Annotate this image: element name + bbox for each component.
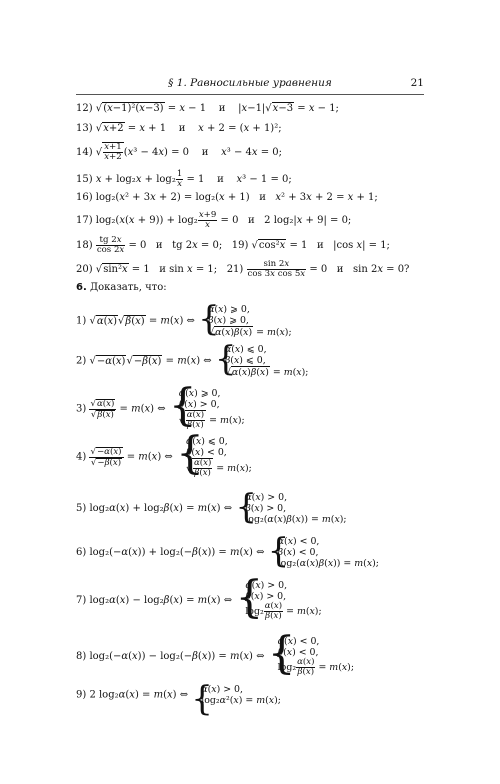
equation-16: 16) log₂(x² + 3x + 2) = log₂(x + 1) и x² + 3x + 2 = x + 1; — [76, 192, 378, 203]
system-6-6: { α(x) < 0, β(x) < 0, log₂(α(x)β(x)) = m(x); — [268, 536, 379, 569]
system-6-4: { α(x) ⩽ 0, β(x) < 0, √ $\frac{\alpha(x)}{\beta(x)}$ = m(x); — [176, 436, 252, 478]
item-6-3: 3) $\frac{√\alpha(x)}{√\beta(x)}$ = m(x) ⇔ { α(x) ⩾ 0, β(x) > 0, √ $\frac{\alpha(x)}{\beta(x)}$ = m(x); — [76, 388, 436, 430]
equation-20-21: 20) √sin²x = 1 и sin x = 1; 21) $\frac{\sin 2x}{\text{cos 3x cos 5x}}$ = 0 и sin 2x = 0? — [76, 259, 410, 279]
item-6-1: 1) √α(x)√β(x) = m(x) ⇔ { α(x) ⩾ 0, β(x) ⩾ 0, √α(x)β(x) = m(x); — [76, 304, 436, 338]
item-6-4: 4) $\frac{√-\alpha(x)}{√-\beta(x)}$ = m(x) ⇔ { α(x) ⩽ 0, β(x) < 0, √ $\frac{\alpha(x)}{\beta(x)}$ = m(x); — [76, 436, 436, 478]
header-title: § 1. Равносильные уравнения — [168, 77, 332, 89]
problem-6-heading — [76, 282, 436, 294]
item-6-8: 8) log₂(−α(x)) − log₂(−β(x)) = m(x) ⇔ { α(x) < 0, β(x) < 0, log₂ $\frac{\alpha(x)}{\beta(x)}$ = m(x); — [76, 636, 436, 677]
page-number: 21 — [410, 77, 424, 89]
system-6-5: { α(x) > 0, β(x) > 0, log₂(α(x)β(x)) = m(x); — [235, 492, 346, 525]
equation-15: 15) x + log₂x + log₂ $\frac{1}{x}$ = 1 и x³ − 1 = 0; — [76, 169, 292, 189]
system-6-3: { α(x) ⩾ 0, β(x) > 0, √ $\frac{\alpha(x)}{\beta(x)}$ = m(x); — [169, 388, 245, 430]
system-6-2: { α(x) ⩽ 0, β(x) ⩽ 0, √α(x)β(x) = m(x); — [215, 344, 309, 378]
equation-18-19: 18) $\frac{tg 2x}{\cos 2x}$ = 0 и tg 2x = 0; 19) √cos²x = 1 и |cos x| = 1; — [76, 235, 390, 255]
item-6-2: 2) √−α(x)√−β(x) = m(x) ⇔ { α(x) ⩽ 0, β(x) ⩽ 0, √α(x)β(x) = m(x); — [76, 344, 436, 378]
equation-14: 14) √ $\frac{x+1}{x+2}$ (x³ − 4x) = 0 и x³ − 4x = 0; — [76, 142, 282, 162]
system-6-1: { α(x) ⩾ 0, β(x) ⩾ 0, √α(x)β(x) = m(x); — [198, 304, 292, 338]
item-6-7: 7) log₂α(x) − log₂β(x) = m(x) ⇔ { α(x) > 0, β(x) > 0, log₂ $\frac{\alpha(x)}{\beta(x)}$ = m(x); — [76, 580, 436, 621]
problem-6-text: Доказать, что: — [89, 282, 167, 293]
equation-17: 17) log₂(x(x + 9)) + log₂ $\frac{x+9}{x}$ = 0 и 2 log₂|x + 9| = 0; — [76, 210, 352, 230]
item-6-5: 5) log₂α(x) + log₂β(x) = m(x) ⇔ { α(x) > 0, β(x) > 0, log₂(α(x)β(x)) = m(x); — [76, 492, 436, 525]
item-6-6: 6) log₂(−α(x)) + log₂(−β(x)) = m(x) ⇔ { α(x) < 0, β(x) < 0, log₂(α(x)β(x)) = m(x); — [76, 536, 436, 569]
problem-6-number: 6. — [76, 282, 87, 293]
system-6-9: { α(x) > 0, log₂α²(x) = m(x); — [191, 684, 281, 706]
running-header — [76, 76, 424, 95]
equation-13: 13) √x+2 = x + 1 и x + 2 = (x + 1)²; — [76, 123, 282, 134]
system-6-8: { α(x) < 0, β(x) < 0, log₂ $\frac{\alpha(x)}{\beta(x)}$ = m(x); — [268, 636, 354, 677]
item-6-9: 9) 2 log₂α(x) = m(x) ⇔ { α(x) > 0, log₂α²(x) = m(x); — [76, 684, 436, 706]
system-6-7: { α(x) > 0, β(x) > 0, log₂ $\frac{\alpha(x)}{\beta(x)}$ = m(x); — [235, 580, 321, 621]
equation-12: 12) √(x−1)²(x−3) = x − 1 и |x−1|√x−3 = x − 1; — [76, 103, 339, 114]
